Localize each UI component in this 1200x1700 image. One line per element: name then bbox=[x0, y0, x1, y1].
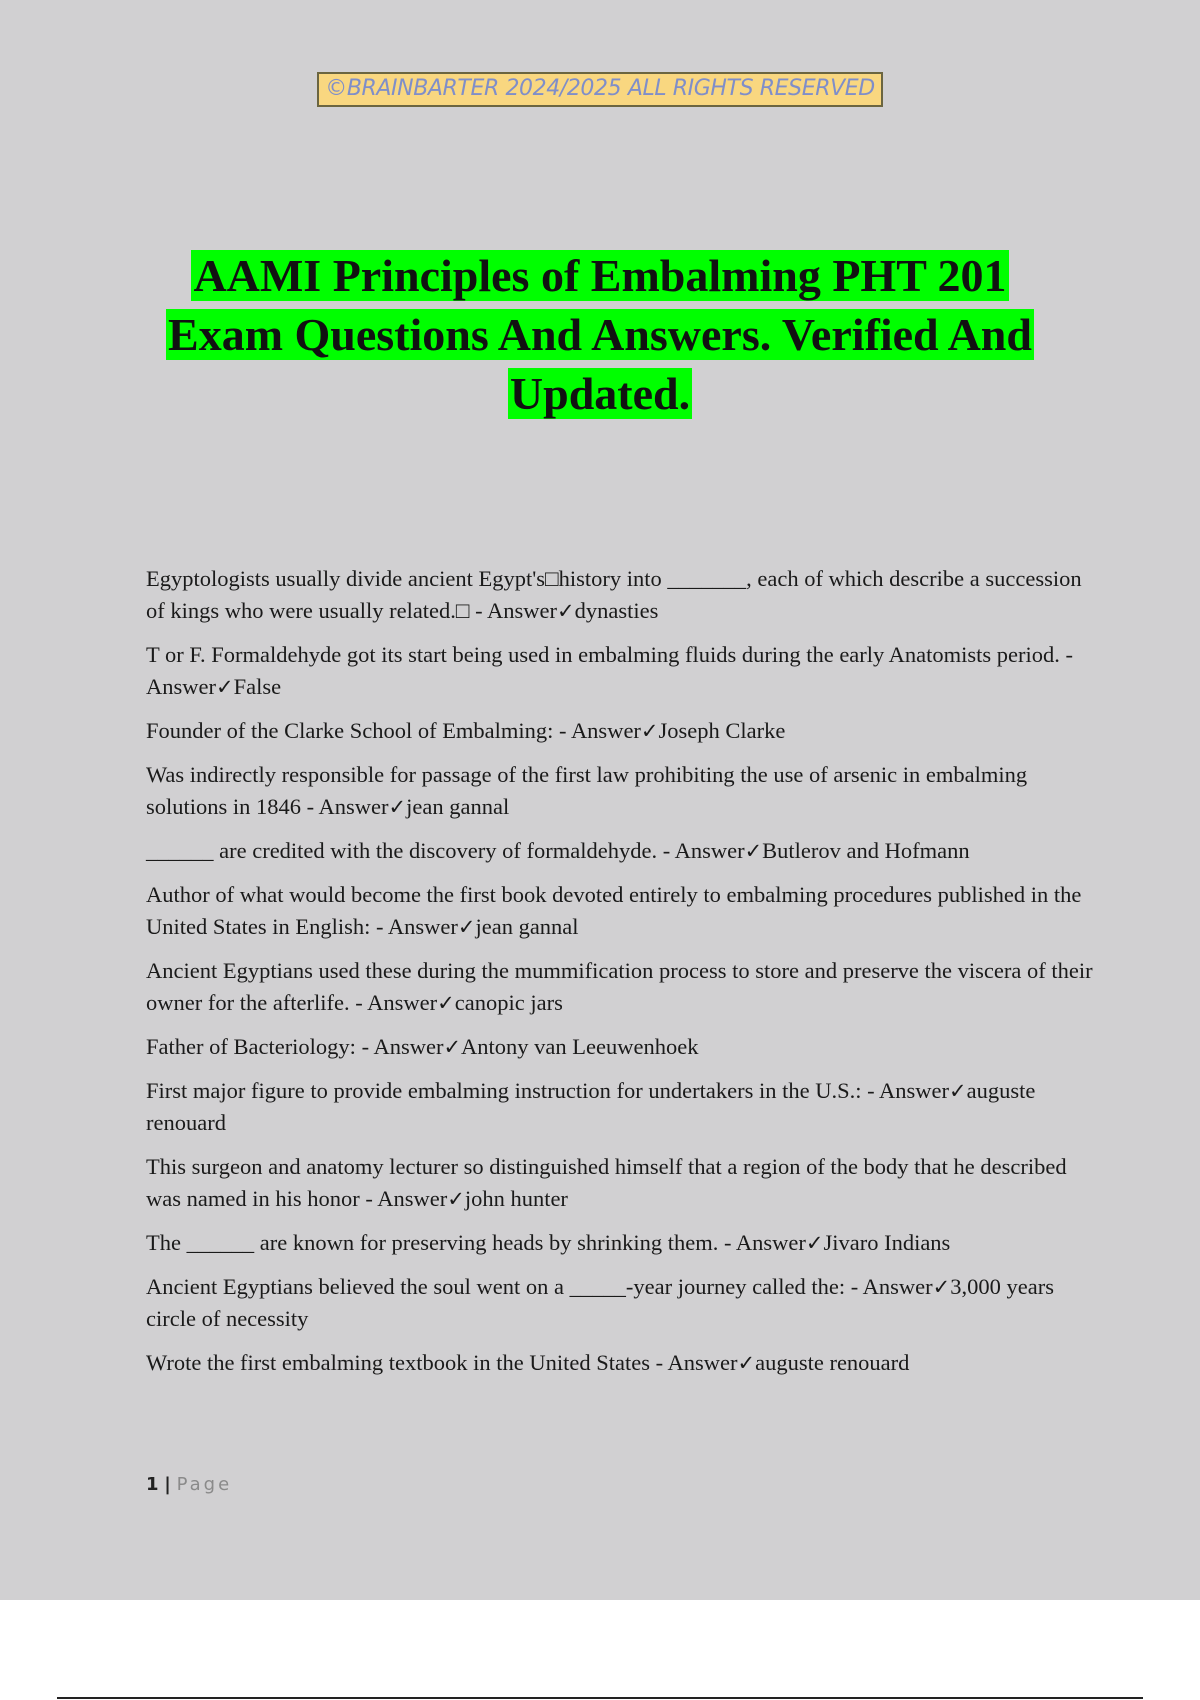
document-title bbox=[120, 246, 1080, 423]
page-label: Page bbox=[176, 1474, 233, 1495]
qa-item bbox=[146, 759, 1096, 823]
qa-item bbox=[146, 1031, 1096, 1063]
answer-text: jean gannal bbox=[475, 914, 579, 939]
question-text: Egyptologists usually divide ancient Egypt's□history into _______, each of which describe a succession of kings who were usually related.□ - bbox=[146, 566, 1082, 623]
title-line: Exam Questions And Answers. Verified And bbox=[168, 309, 1032, 360]
check-icon: ✓ bbox=[557, 599, 575, 623]
answer-prefix: Answer bbox=[735, 1230, 806, 1255]
copyright-banner: ©BRAINBARTER 2024/2025 ALL RIGHTS RESERVED bbox=[317, 72, 883, 107]
question-text: Founder of the Clarke School of Embalming: - bbox=[146, 718, 571, 743]
check-icon: ✓ bbox=[388, 795, 407, 819]
answer-prefix: Answer bbox=[387, 914, 458, 939]
answer-text: Jivaro Indians bbox=[823, 1230, 951, 1255]
bottom-divider bbox=[57, 1697, 1143, 1699]
check-icon: ✓ bbox=[737, 1351, 756, 1375]
check-icon: ✓ bbox=[805, 1231, 824, 1255]
answer-text: auguste renouard bbox=[755, 1350, 910, 1375]
page-number: 1 bbox=[146, 1474, 159, 1495]
question-text: Author of what would become the first book devoted entirely to embalming procedures published in the United States in English: - bbox=[146, 882, 1082, 939]
qa-item bbox=[146, 563, 1096, 627]
answer-text: Butlerov and Hofmann bbox=[762, 838, 970, 863]
qa-item bbox=[146, 715, 1096, 747]
answer-text: auguste renouard bbox=[146, 1078, 1036, 1135]
answer-prefix: Answer bbox=[367, 990, 438, 1015]
qa-item bbox=[146, 1151, 1096, 1215]
question-text: T or F. Formaldehyde got its start being used in embalming fluids during the early Anatomists period. - bbox=[146, 642, 1074, 667]
check-icon: ✓ bbox=[948, 1079, 967, 1103]
question-text: ______ are credited with the discovery of formaldehyde. - bbox=[146, 838, 675, 863]
question-text: Wrote the first embalming textbook in the United States - bbox=[146, 1350, 668, 1375]
qa-item bbox=[146, 639, 1096, 703]
check-icon: ✓ bbox=[640, 719, 659, 743]
answer-text: jean gannal bbox=[406, 794, 510, 819]
check-icon: ✓ bbox=[744, 839, 763, 863]
answer-text: Joseph Clarke bbox=[658, 718, 786, 743]
answer-prefix: Answer bbox=[373, 1034, 444, 1059]
qa-item bbox=[146, 955, 1096, 1019]
check-icon: ✓ bbox=[215, 675, 234, 699]
answer-prefix: Answer bbox=[862, 1274, 933, 1299]
qa-item bbox=[146, 879, 1096, 943]
answer-prefix: Answer bbox=[146, 674, 216, 699]
answer-text: john hunter bbox=[464, 1186, 568, 1211]
answer-prefix: Answer bbox=[879, 1078, 949, 1103]
check-icon: ✓ bbox=[447, 1187, 465, 1211]
answer-prefix: Answer bbox=[570, 718, 641, 743]
answer-text: False bbox=[233, 674, 282, 699]
qa-list bbox=[146, 563, 1096, 1391]
question-text: Was indirectly responsible for passage of the first law prohibiting the use of arsenic in embalming solutions in 1846 - bbox=[146, 762, 1028, 819]
qa-item bbox=[146, 1347, 1096, 1379]
answer-prefix: Answer bbox=[487, 598, 557, 623]
answer-prefix: Answer bbox=[318, 794, 389, 819]
answer-text: Antony van Leeuwenhoek bbox=[461, 1034, 699, 1059]
qa-item bbox=[146, 835, 1096, 867]
qa-item bbox=[146, 1075, 1096, 1139]
title-line: AAMI Principles of Embalming PHT 201 bbox=[193, 250, 1007, 301]
check-icon: ✓ bbox=[443, 1035, 462, 1059]
check-icon: ✓ bbox=[457, 915, 476, 939]
check-icon: ✓ bbox=[437, 991, 455, 1015]
question-text: Father of Bacteriology: - bbox=[146, 1034, 374, 1059]
answer-prefix: Answer bbox=[674, 838, 745, 863]
check-icon: ✓ bbox=[932, 1275, 951, 1299]
qa-item bbox=[146, 1227, 1096, 1259]
question-text: This surgeon and anatomy lecturer so distinguished himself that a region of the body that he described was named in his honor - bbox=[146, 1154, 1067, 1211]
title-line: Updated. bbox=[509, 368, 691, 419]
question-text: Ancient Egyptians believed the soul went on a _____-year journey called the: - bbox=[146, 1274, 863, 1299]
answer-prefix: Answer bbox=[667, 1350, 738, 1375]
question-text: First major figure to provide embalming instruction for undertakers in the U.S.: - bbox=[146, 1078, 879, 1103]
answer-text: 3,000 years circle of necessity bbox=[146, 1274, 1054, 1331]
page-number-footer bbox=[146, 1474, 232, 1495]
question-text: Ancient Egyptians used these during the mummification process to store and preserve the viscera of their owner for the afterlife. - bbox=[146, 958, 1093, 1015]
page-separator: | bbox=[164, 1474, 171, 1495]
answer-prefix: Answer bbox=[377, 1186, 448, 1211]
answer-text: dynasties bbox=[574, 598, 659, 623]
question-text: The ______ are known for preserving heads by shrinking them. - bbox=[146, 1230, 736, 1255]
answer-text: canopic jars bbox=[454, 990, 563, 1015]
qa-item bbox=[146, 1271, 1096, 1335]
